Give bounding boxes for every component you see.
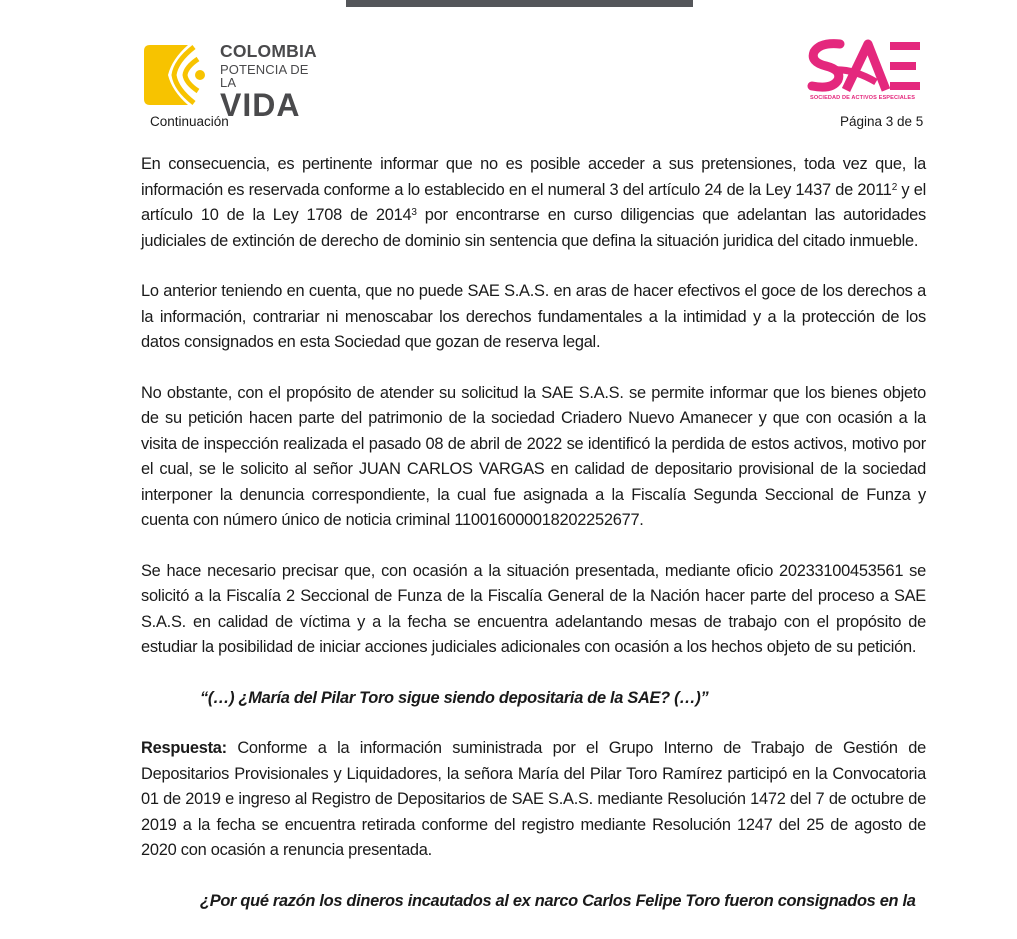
paragraph-victim-status: Se hace necesario precisar que, con ocasión a la situación presentada, mediante oficio 20233100453561 se solicitó a la Fiscalía 2 Seccional de Funza de la Fiscalía General de la Nación hacer parte del proceso a SAE S.A.S. en calidad de víctima y a la fecha se encuentra adelantando mesas de trabajo con el propósito de estudiar la posibilidad de iniciar acciones judiciales adicionales con ocasión a los hechos objeto de su petición. xyxy=(141,561,926,656)
sae-wordmark-icon xyxy=(806,38,924,94)
viewer-top-bar xyxy=(346,0,693,7)
paragraph-answer xyxy=(141,736,926,864)
logo-line-potencia: POTENCIA DE LA xyxy=(220,61,309,90)
sae-logo xyxy=(806,38,924,106)
paragraph-text: por encontrarse en curso diligencias que adelantan las autoridades judiciales de extinción de derecho de dominio sin sentencia que defina la situación juridica del citado inmueble. xyxy=(141,206,926,250)
question-quote-depositaria: “(…) ¿María del Pilar Toro sigue siendo depositaria de la SAE? (…)” xyxy=(200,688,709,707)
paragraph-text: En consecuencia, es pertinente informar que no es posible acceder a sus pretensiones, toda vez que, la información es reservada conforme a lo establecido en el numeral 3 del artículo 24 de la Ley 1437 de 2011 xyxy=(141,155,926,199)
answer-text: Conforme a la información suministrada por el Grupo Interno de Trabajo de Gestión de Depositarios Provisionales y Liquidadores, la señora María del Pilar Toro Ramírez participó en la Convocatoria 01 de 2019 e ingreso al Registro de Depositarios de SAE S.A.S. mediante Resolución 1472 del 7 de octubre de 2019 a la fecha se encuentra retirada conforme del registro mediante Resolución 1247 del 25 de agosto de 2020 con ocasión a renuncia presentada. xyxy=(141,739,926,859)
paragraph-text: y el artículo 10 de la Ley 1708 de 2014 xyxy=(141,180,927,224)
colombia-logo-text xyxy=(220,43,324,121)
logo-line-vida: VIDA xyxy=(220,86,301,123)
document-body xyxy=(141,152,926,939)
footnote-ref-2[interactable]: 2 xyxy=(891,181,897,193)
page-number: Página 3 de 5 xyxy=(840,114,924,129)
footnote-ref-3[interactable]: 3 xyxy=(411,207,417,218)
paragraph-privacy: Lo anterior teniendo en cuenta, que no puede SAE S.A.S. en aras de hacer efectivos el goce de los derechos a la información, contrariar ni menoscabar los derechos fundamentales a la intimidad y a la protección de los datos consignados en esta Sociedad que gozan de reserva legal. xyxy=(141,282,926,351)
paragraph-assets-loss: No obstante, con el propósito de atender su solicitud la SAE S.A.S. se permite informar que los bienes objeto de su petición hacen parte del patrimonio de la sociedad Criadero Nuevo Amanecer y que con ocasión a la visita de inspección realizada el pasado 08 de abril de 2022 se identificó la perdida de estos activos, motivo por el cual, se le solicito al señor JUAN CARLOS VARGAS en calidad de depositario provisional de la sociedad interponer la denuncia correspondiente, la cual fue asignada a la Fiscalía Segunda Seccional de Funza y cuenta con número único de noticia criminal 110016000018202252677. xyxy=(141,383,926,529)
colombia-signal-mark-icon xyxy=(144,45,206,105)
logo-line-colombia: COLOMBIA xyxy=(220,41,317,61)
question-quote-dineros: ¿Por qué razón los dineros incautados al ex narco Carlos Felipe Toro fueron consignados en la xyxy=(200,891,916,910)
sae-tagline: SOCIEDAD DE ACTIVOS ESPECIALES xyxy=(810,95,916,101)
continuation-label: Continuación xyxy=(150,114,229,129)
paragraph-reserved-information xyxy=(141,152,926,254)
answer-label: Respuesta: xyxy=(141,739,227,757)
